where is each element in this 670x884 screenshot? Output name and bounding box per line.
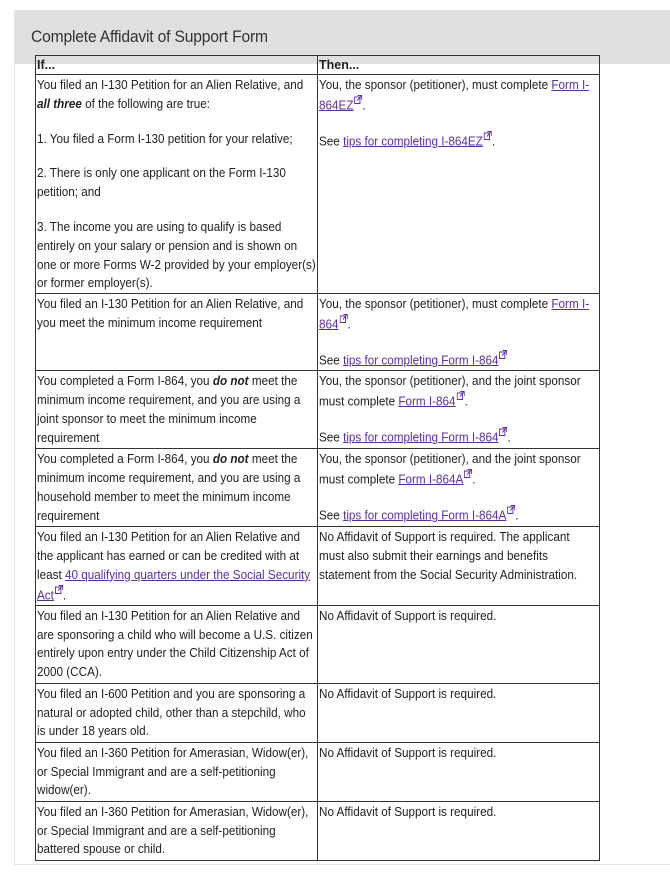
affidavit-table [35,55,600,861]
then-cell: No Affidavit of Support is required. [318,742,600,801]
then-cell: You, the sponsor (petitioner), and the joint sponsor must complete Form I-864A . See tips for completing Form I-864A . [318,449,600,527]
form-i864-link[interactable]: Form I-864 [319,296,590,332]
then-cell: No Affidavit of Support is required. [318,683,600,742]
if-cell: You completed a Form I-864, you do not meet the minimum income requirement, and you are using a household member to meet the minimum income requirement [36,449,318,527]
table-row [36,683,600,742]
qualifying-quarters-link[interactable]: 40 qualifying quarters under the Social Security Act [37,566,311,602]
if-cell: You filed an I-130 Petition for an Alien Relative, and you meet the minimum income requirement [36,294,318,371]
header-then: Then... [318,56,600,75]
external-link-icon [55,585,63,594]
external-link-icon [507,505,515,514]
table-row [36,449,600,527]
tips-i864ez-link[interactable]: tips for completing I-864EZ [343,133,483,149]
condition-item-3: 3. The income you are using to qualify is based entirely on your salary or pension and is shown on one or more Forms W-2 provided by your employer(s) or former employer(s). [37,218,316,291]
then-cell: You, the sponsor (petitioner), must complete Form I-864 . See tips for completing Form I-864 [318,294,600,371]
tips-i864a-link[interactable]: tips for completing Form I-864A [343,507,507,523]
if-cell: You completed a Form I-864, you do not meet the minimum income requirement, and you are using a joint sponsor to meet the minimum income requirement [36,371,318,449]
emphasis-text: do not [212,373,249,389]
form-i864ez-link[interactable]: Form I-864EZ [319,77,590,113]
table-row [36,742,600,801]
then-cell: No Affidavit of Support is required. [318,801,600,860]
table-header-row [36,56,600,75]
tips-i864-link[interactable]: tips for completing Form I-864 [343,352,499,368]
then-cell: No Affidavit of Support is required. [318,605,600,683]
external-link-icon [484,131,492,140]
if-cell: You filed an I-600 Petition and you are sponsoring a natural or adopted child, other than a stepchild, who is under 18 years old. [36,683,318,742]
table-row [36,527,600,606]
if-cell: You filed an I-360 Petition for Amerasian, Widow(er), or Special Immigrant and are a self-petitioning widow(er). [36,742,318,801]
condition-item-1: 1. You filed a Form I-130 petition for your relative; [37,130,293,146]
external-link-icon [339,314,347,323]
emphasis-text: all three [37,95,82,111]
if-cell: You filed an I-130 Petition for an Alien Relative, and all three of the following are true: 1. You filed a Form I-130 petition for your relative; 2. There is only one applicant on the Form I-130 petition; and 3. The income you are using to qualify is based entirely on your salary or pension and is shown on one or more Forms W-2 provided by your employer(s) or former employer(s). [36,75,318,294]
header-if: If... [36,56,318,75]
emphasis-text: do not [212,451,249,467]
if-cell: You filed an I-360 Petition for Amerasian, Widow(er), or Special Immigrant and are a self-petitioning battered spouse or child. [36,801,318,860]
table-row [36,371,600,449]
if-cell: You filed an I-130 Petition for an Alien Relative and are sponsoring a child who will become a U.S. citizen entirely upon entry under the Child Citizenship Act of 2000 (CCA). [36,605,318,683]
panel-title: Complete Affidavit of Support Form [31,27,268,46]
tips-i864-link[interactable]: tips for completing Form I-864 [343,429,499,445]
external-link-icon [499,350,507,359]
then-cell: You, the sponsor (petitioner), and the joint sponsor must complete Form I-864 . See tips for completing Form I-864 . [318,371,600,449]
if-cell: You filed an I-130 Petition for an Alien Relative and the applicant has earned or can be credited with at least 40 qualifying quarters under the Social Security Act . [36,527,318,606]
table-row [36,294,600,371]
table-row [36,801,600,860]
form-i864-link[interactable]: Form I-864 [398,393,456,409]
table-row [36,75,600,294]
then-cell: You, the sponsor (petitioner), must complete Form I-864EZ . See tips for completing I-864EZ . [318,75,600,294]
table-row [36,605,600,683]
external-link-icon [456,391,464,400]
form-i864a-link[interactable]: Form I-864A [398,471,464,487]
condition-item-2: 2. There is only one applicant on the Form I-130 petition; and [37,165,286,200]
then-cell: No Affidavit of Support is required. The applicant must also submit their earnings and benefits statement from the Social Security Administration. [318,527,600,606]
